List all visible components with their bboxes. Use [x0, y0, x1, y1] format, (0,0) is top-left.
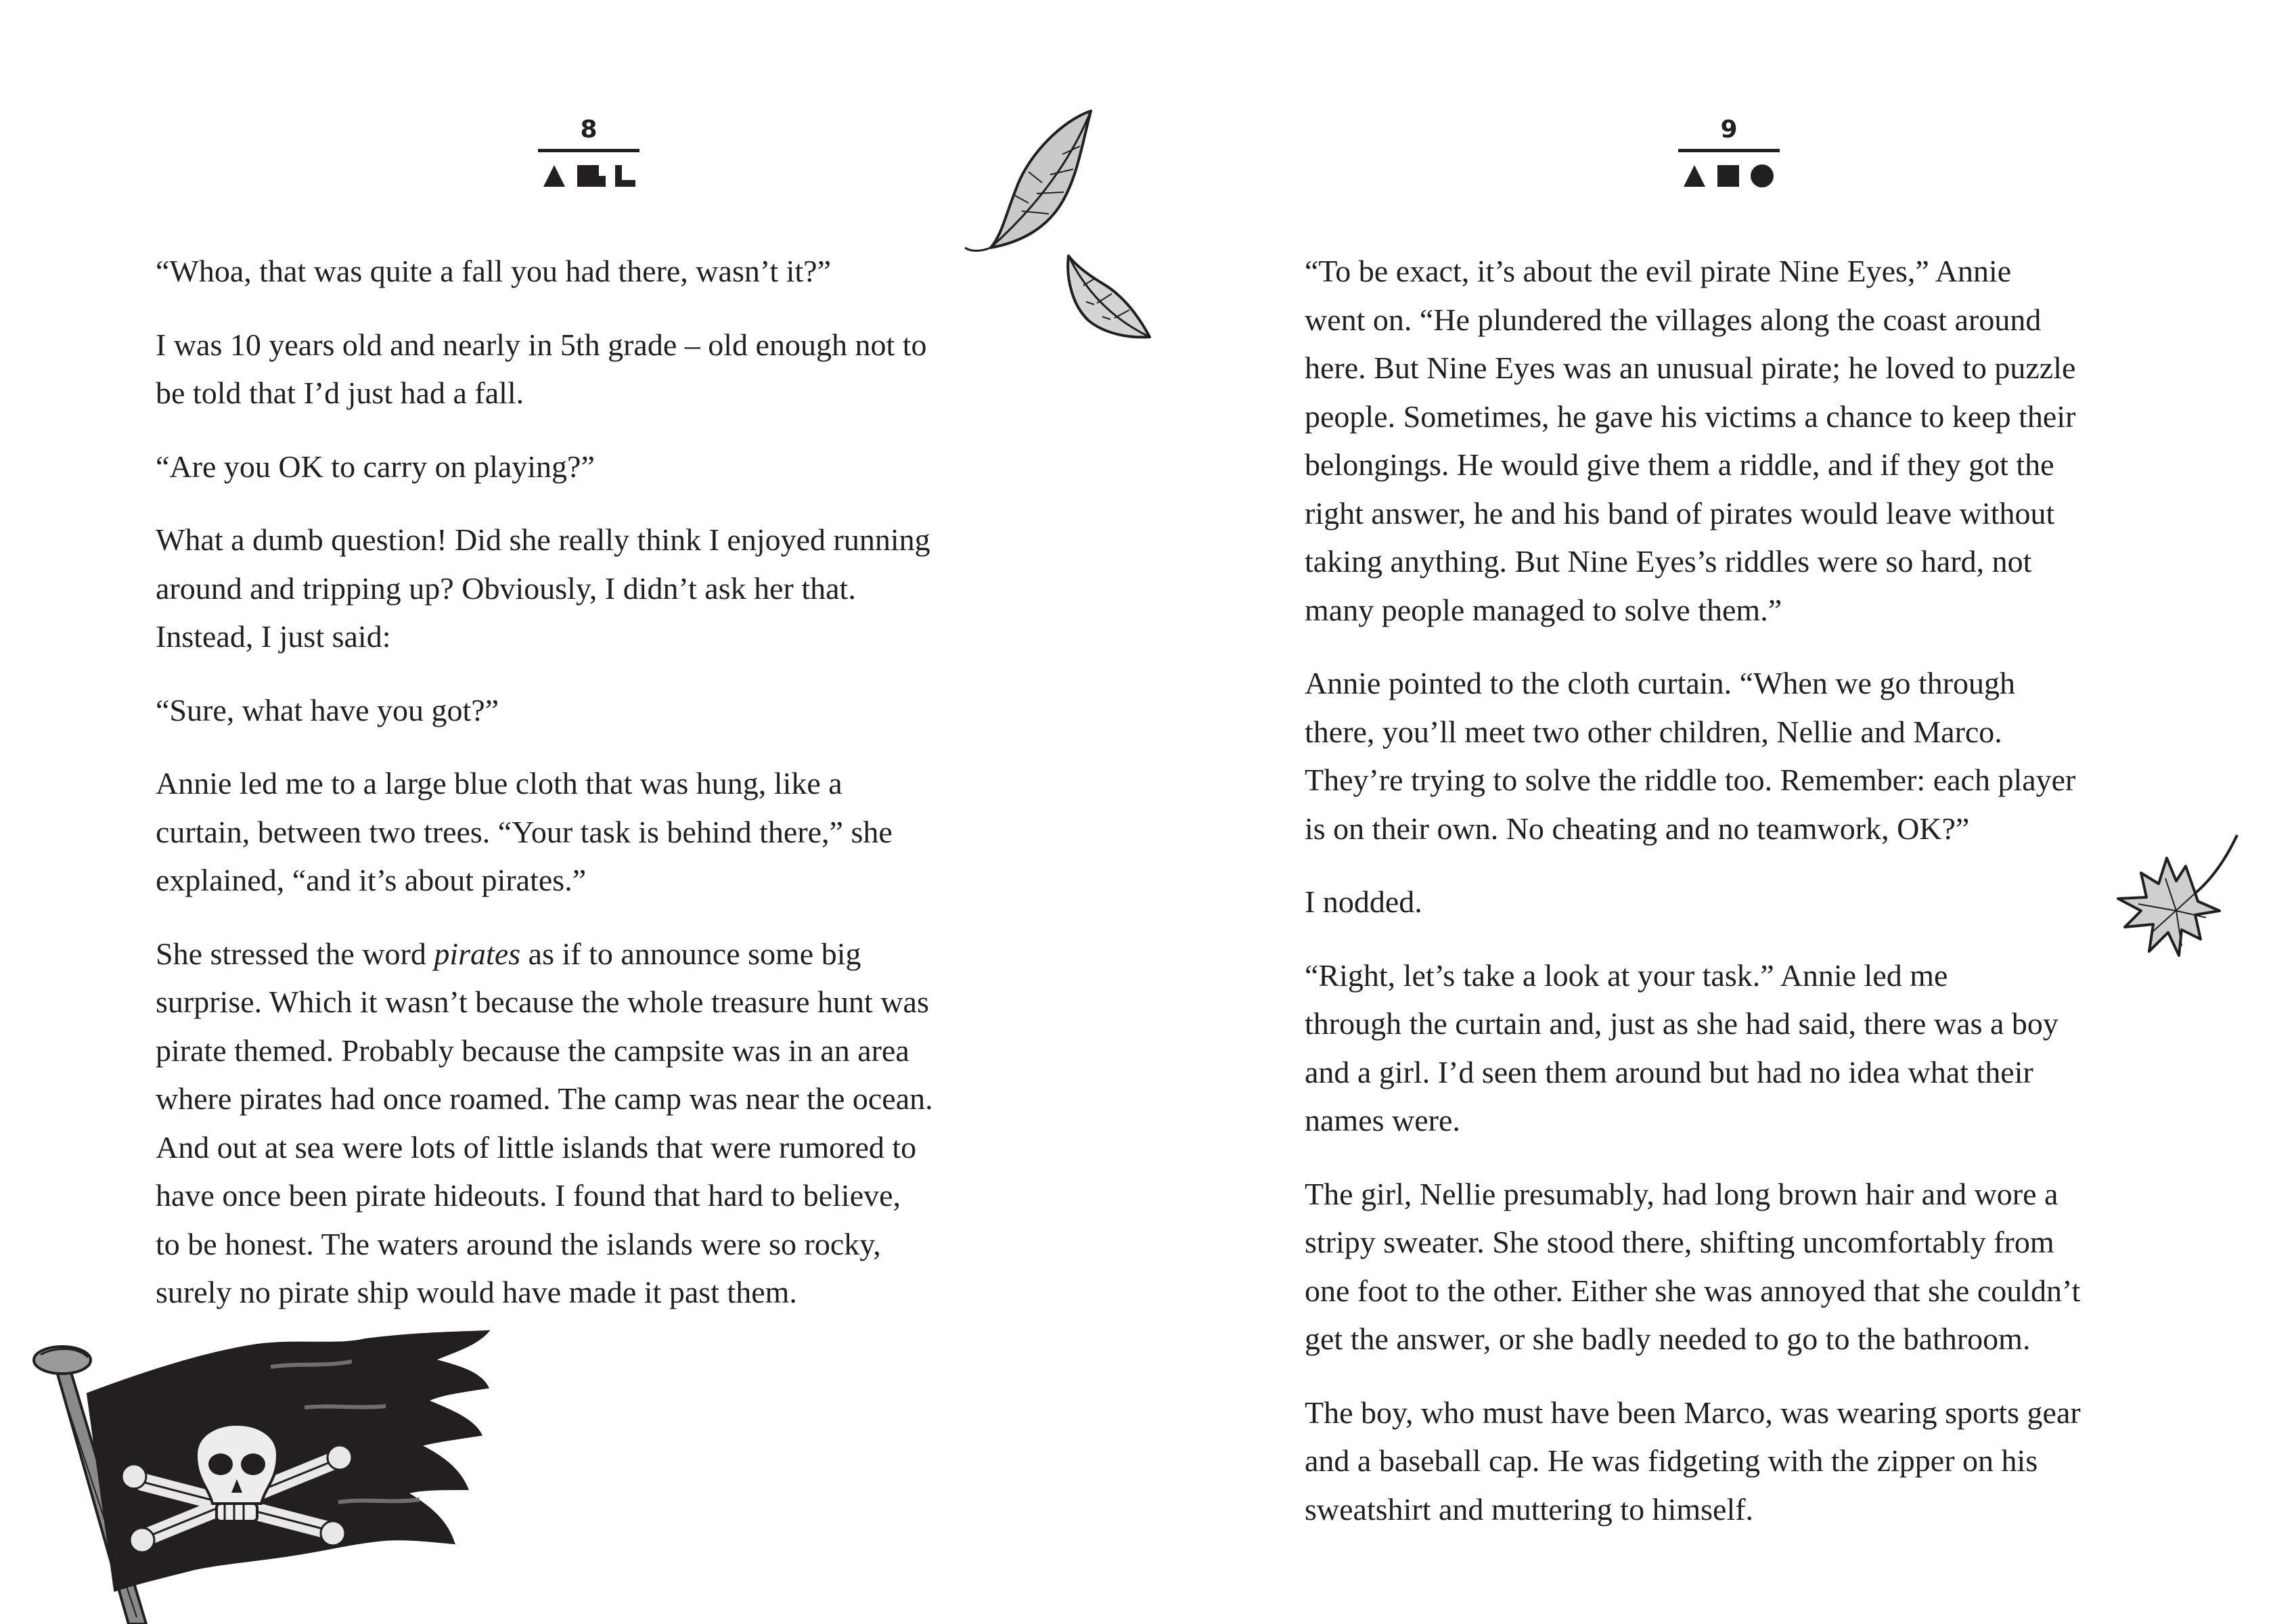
page-number-rule-right: [1678, 149, 1780, 152]
l-shape-icon: [615, 165, 635, 187]
paragraph: “Whoa, that was quite a fall you had there, wasn’t it?”: [156, 254, 832, 288]
triangle-icon: [543, 165, 565, 187]
right-page-text: [1305, 247, 2081, 1558]
paragraph: “To be exact, it’s about the evil pirate Nine Eyes,” Annie went on. “He plundered the villages along the coast around here. But Nine Eyes was an unusual pirate; he loved to puzzle people. Sometimes, he gave his victims a chance to keep their belongings. He would give them a riddle, and if they got the right answer, he and his band of pirates would leave without taking anything. But Nine Eyes’s riddles were so hard, not many people managed to solve them.”: [1305, 254, 2076, 627]
shape-code-right: [1678, 162, 1780, 189]
paragraph: I was 10 years old and nearly in 5th grade – old enough not to be told that I’d just had a fall.: [156, 327, 927, 410]
page-number-rule-left: [538, 149, 639, 152]
page-number-right: 9: [1720, 116, 1738, 143]
small-leaf-icon: [1059, 252, 1154, 346]
paragraph: “Right, let’s take a look at your task.” Annie led me through the curtain and, just as she had said, there was a boy and a girl. I’d seen them around but had no idea what their names were.: [1305, 957, 2058, 1137]
stepped-square-icon: [577, 165, 606, 187]
paragraph: Annie led me to a large blue cloth that was hung, like a curtain, between two trees. “Your task is behind there,” she explained, “and it’s about pirates.”: [156, 766, 893, 897]
paragraph: Annie pointed to the cloth curtain. “When we go through there, you’ll meet two other children, Nellie and Marco. They’re trying to solve the riddle too. Remember: each player is on their own. No cheating and no teamwork, OK?”: [1305, 666, 2076, 846]
leaf-icon: [961, 107, 1096, 256]
left-page-text: [156, 247, 933, 1342]
circle-icon: [1751, 164, 1774, 187]
paragraph: “Are you OK to carry on playing?”: [156, 449, 595, 484]
paragraph: “Sure, what have you got?”: [156, 692, 499, 727]
paragraph: What a dumb question! Did she really think I enjoyed running around and tripping up? Obviously, I didn’t ask her that. Instead, I just said:: [156, 522, 930, 654]
paragraph: The girl, Nellie presumably, had long brown hair and wore a stripy sweater. She stood there, shifting uncomfortably from one foot to the other. Either she was annoyed that she couldn’t get the answer, or she badly needed to go to the bathroom.: [1305, 1176, 2081, 1356]
italic-emphasis: pirates: [434, 936, 521, 971]
paragraph: I nodded.: [1305, 884, 1422, 919]
paragraph: She stressed the word pirates as if to announce some big surprise. Which it wasn’t because the whole treasure hunt was pirate themed. Probably because the campsite was in an area where pirates had once roamed. The camp was near the ocean. And out at sea were lots of little islands that were rumored to have once been pirate hideouts. I found that hard to believe, to be honest. The waters around the islands were so rocky, surely no pirate ship would have made it past them.: [156, 936, 933, 1309]
page-number-left: 8: [580, 116, 598, 143]
jolly-roger-flag-icon: [14, 1326, 501, 1624]
shape-code-left: [538, 162, 639, 189]
maple-leaf-icon: [2111, 831, 2247, 966]
triangle-icon: [1684, 165, 1705, 187]
square-icon: [1717, 165, 1739, 187]
paragraph: The boy, who must have been Marco, was wearing sports gear and a baseball cap. He was fidgeting with the zipper on his sweatshirt and muttering to himself.: [1305, 1395, 2081, 1527]
